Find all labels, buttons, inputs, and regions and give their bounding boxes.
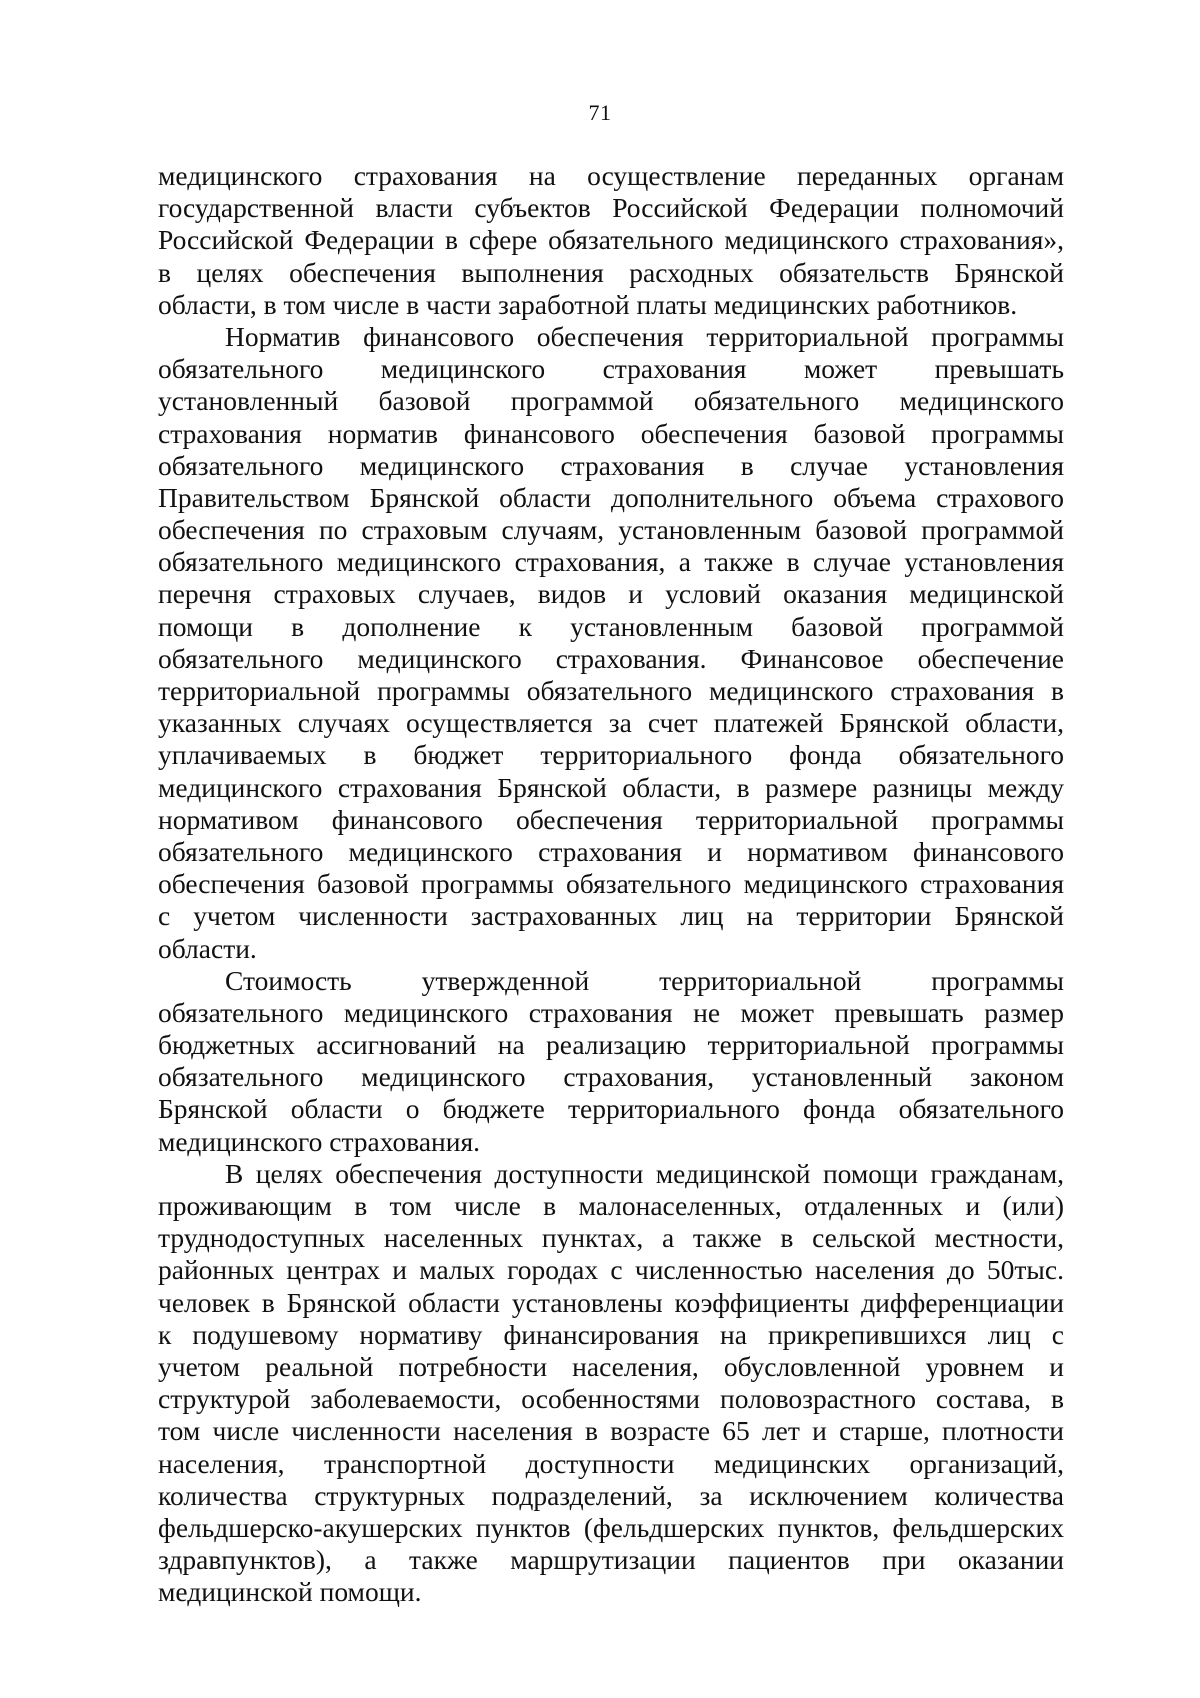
text-line: учетом реальной потребности населения, обусловленной уровнем и xyxy=(158,1350,1064,1382)
page-number: 71 xyxy=(588,100,612,125)
text-line: области. xyxy=(158,932,257,964)
text-line: территориальной программы обязательного медицинского страхования в xyxy=(158,675,1064,706)
text-line: здравпунктов), а также маршрутизации пациентов при оказании xyxy=(158,1544,1064,1576)
text-line: человек в Брянской области установлены коэффициенты дифференциации xyxy=(158,1286,1064,1318)
text-line: уплачиваемых в бюджет территориального фонда обязательного xyxy=(158,739,1064,771)
text-line: том числе численности населения в возрасте 65 лет и старше, плотности xyxy=(158,1415,1064,1447)
text-line: проживающим в том числе в малонаселенных, отдаленных и (или) xyxy=(158,1190,1064,1221)
text-line: перечня страховых случаев, видов и условий оказания медицинской xyxy=(158,578,1064,610)
text-line: указанных случаях осуществляется за счет платежей Брянской области, xyxy=(158,707,1064,739)
text-line: медицинского страхования Брянской области, в размере разницы между xyxy=(158,771,1064,803)
text-line: обязательного медицинского страхования. Финансовое обеспечение xyxy=(158,642,1064,674)
text-line: обязательного медицинского страхования не может превышать размер xyxy=(158,996,1064,1028)
text-line: труднодоступных населенных пунктах, а также в сельской местности, xyxy=(158,1222,1064,1254)
text-line: бюджетных ассигнований на реализацию территориальной программы xyxy=(158,1029,1064,1061)
text-line: фельдшерско-акушерских пунктов (фельдшерских пунктов, фельдшерских xyxy=(158,1511,1064,1543)
text-line: в целях обеспечения выполнения расходных обязательств Брянской xyxy=(158,256,1064,288)
text-line: обеспечения по страховым случаям, установленным базовой программой xyxy=(158,514,1064,546)
text-line: количества структурных подразделений, за исключением количества xyxy=(158,1479,1064,1511)
text-line: Правительством Брянской области дополнительного объема страхового xyxy=(158,481,1064,513)
text-line: Стоимость утвержденной территориальной программы xyxy=(225,964,1064,996)
text-line: нормативом финансового обеспечения территориальной программы xyxy=(158,803,1064,835)
text-line: к подушевому нормативу финансирования на прикрепившихся лиц с xyxy=(158,1318,1064,1350)
text-line: Норматив финансового обеспечения территориальной программы xyxy=(225,320,1064,352)
text-line: государственной власти субъектов Российской Федерации полномочий xyxy=(158,192,1064,224)
text-line: обеспечения базовой программы обязательного медицинского страхования xyxy=(158,868,1064,900)
body-text xyxy=(158,160,1064,1608)
text-line: Брянской области о бюджете территориального фонда обязательного xyxy=(158,1093,1064,1125)
text-line: обязательного медицинского страхования в случае установления xyxy=(158,449,1064,481)
text-line: медицинской помощи. xyxy=(158,1576,422,1608)
text-line: страхования норматив финансового обеспечения базовой программы xyxy=(158,417,1064,449)
text-line: В целях обеспечения доступности медицинской помощи гражданам, xyxy=(225,1157,1064,1189)
text-line: помощи в дополнение к установленным базовой программой xyxy=(158,610,1064,642)
text-line: медицинского страхования. xyxy=(158,1125,480,1157)
text-line: с учетом численности застрахованных лиц на территории Брянской xyxy=(158,900,1064,932)
text-line: Российской Федерации в сфере обязательного медицинского страхования», xyxy=(158,224,1064,256)
text-line: районных центрах и малых городах с численностью населения до 50тыс. xyxy=(158,1254,1064,1286)
text-line: установленный базовой программой обязательного медицинского xyxy=(158,385,1064,417)
text-line: населения, транспортной доступности медицинских организаций, xyxy=(158,1447,1064,1479)
text-line: обязательного медицинского страхования может превышать xyxy=(158,353,1064,385)
text-line: области, в том числе в части заработной платы медицинских работников. xyxy=(158,288,1018,320)
text-line: обязательного медицинского страхования, а также в случае установления xyxy=(158,546,1064,578)
text-line: медицинского страхования на осуществление переданных органам xyxy=(158,160,1064,191)
text-line: структурой заболеваемости, особенностями половозрастного состава, в xyxy=(158,1383,1064,1415)
text-line: обязательного медицинского страхования и нормативом финансового xyxy=(158,835,1064,867)
text-line: обязательного медицинского страхования, установленный законом xyxy=(158,1061,1064,1093)
